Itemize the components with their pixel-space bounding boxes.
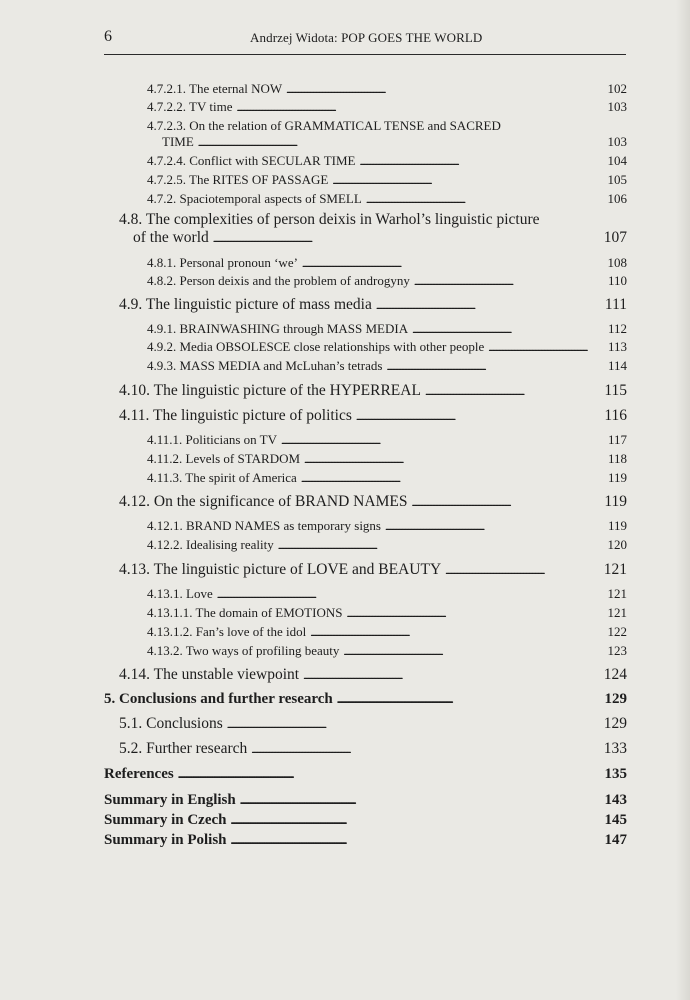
toc-page: 124 [603,666,627,683]
toc-page: 103 [607,99,627,114]
toc-title: 4.12.2. Idealising reality [147,537,274,552]
toc-entry [147,338,627,356]
toc-page: 117 [607,432,627,447]
toc-page: 119 [604,493,627,510]
toc-page: 120 [607,537,627,552]
toc-title: 4.13. The linguistic picture of LOVE and BEAUTY [119,561,442,578]
toc-entry [147,254,627,272]
toc-page: 133 [603,740,627,757]
toc-page: 108 [607,255,627,270]
toc-title: of the world [133,229,209,246]
toc-title-line1: 4.8. The complexities of person deixis in Warhol’s linguistic picture [119,211,540,228]
toc-entry [119,713,627,735]
toc-title: 4.9. The linguistic picture of mass media [119,296,372,313]
toc-title: 4.14. The unstable viewpoint [119,666,300,683]
toc-title: 5.2. Further research [119,740,248,757]
toc-title: Summary in Czech [104,812,227,828]
toc-page: 119 [607,518,627,533]
toc-page: 103 [607,134,627,149]
toc-entry [147,642,627,660]
page-edge-shadow [676,0,690,1000]
toc-page: 121 [607,605,627,620]
toc-title: 4.9.1. BRAINWASHING through MASS MEDIA [147,321,409,336]
toc-entry [147,431,627,449]
toc-entry [147,517,627,535]
toc-title: References [104,766,174,782]
toc-title: 4.11.1. Politicians on TV [147,432,277,447]
toc-page: 129 [603,715,627,732]
toc-page: 105 [607,172,627,187]
page-number: 6 [104,28,112,45]
toc-entry [147,604,627,622]
toc-title: 5.1. Conclusions [119,715,223,732]
toc-entry [147,320,627,338]
toc-title: TIME [162,134,194,149]
toc-page: 135 [604,766,627,782]
toc-title: 4.9.2. Media OBSOLESCE close relationships with other people [147,339,485,354]
toc-title: 4.11.3. The spirit of America [147,470,297,485]
toc-entry [119,491,627,513]
toc-entry [147,272,627,290]
toc-entry [133,227,627,249]
toc-entry [104,829,627,851]
toc-title: 4.7.2.1. The eternal NOW [147,81,283,96]
toc-entry [147,469,627,487]
toc-page: 104 [607,153,627,168]
toc-title: 5. Conclusions and further research [104,691,333,707]
toc-entry [147,171,627,189]
toc-entry [104,789,627,811]
toc-title: 4.11. The linguistic picture of politics [119,407,352,424]
toc-title-line1: 4.7.2.3. On the relation of GRAMMATICAL TENSE and SACRED [147,118,501,133]
toc-title: 4.13.1.1. The domain of EMOTIONS [147,605,343,620]
toc-entry [147,152,627,170]
toc-page: 102 [607,81,627,96]
toc-page: 115 [604,382,627,399]
toc-entry [104,763,627,785]
toc-page: 118 [607,451,627,466]
toc-entry [119,380,627,402]
toc-entry [147,450,627,468]
toc-entry [147,190,627,208]
header-rule [104,54,626,55]
toc-title: 4.12.1. BRAND NAMES as temporary signs [147,518,381,533]
toc-entry [147,98,627,116]
running-title: Andrzej Widota: POP GOES THE WORLD [250,30,483,45]
toc-title: Summary in English [104,792,236,808]
toc-title: 4.7.2.5. The RITES OF PASSAGE [147,172,329,187]
toc-entry [119,664,627,686]
toc-entry [147,623,627,641]
toc-title: 4.13.1. Love [147,586,213,601]
toc-entry [104,688,627,710]
toc-title: 4.11.2. Levels of STARDOM [147,451,301,466]
toc-page: 143 [604,792,627,808]
toc-page: 119 [607,470,627,485]
toc-entry [147,536,627,554]
toc-page: 145 [604,812,627,828]
toc-title: 4.8.1. Personal pronoun ‘we’ [147,255,298,270]
toc-page: 112 [607,321,627,336]
toc-entry [147,80,627,98]
toc-entry [147,585,627,603]
toc-entry [104,809,627,831]
toc-page: 114 [607,358,627,373]
toc-entry [119,559,627,581]
toc-page: 121 [607,586,627,601]
toc-page: 122 [607,624,627,639]
toc-page: 107 [603,229,627,246]
toc-entry [147,357,627,375]
toc-title: 4.12. On the significance of BRAND NAMES [119,493,408,510]
toc-entry [119,738,627,760]
toc-entry [119,405,627,427]
toc-page: 147 [604,832,627,848]
toc-page: 106 [607,191,627,206]
toc-title: 4.7.2.2. TV time [147,99,233,114]
toc-page: 116 [604,407,627,424]
toc-page: 123 [607,643,627,658]
toc-title: 4.7.2.4. Conflict with SECULAR TIME [147,153,356,168]
toc-entry [162,133,627,151]
toc-page: 111 [604,296,627,313]
toc-page: 113 [607,339,627,354]
page-header [0,28,690,52]
toc-page: 129 [604,691,627,707]
toc-title: Summary in Polish [104,832,227,848]
toc-entry [119,294,627,316]
toc-page: 121 [603,561,627,578]
toc-title: 4.13.1.2. Fan’s love of the idol [147,624,307,639]
toc-page: 110 [607,273,627,288]
toc-title: 4.10. The linguistic picture of the HYPERREAL [119,382,421,399]
toc-title: 4.7.2. Spaciotemporal aspects of SMELL [147,191,362,206]
toc-title: 4.9.3. MASS MEDIA and McLuhan’s tetrads [147,358,383,373]
toc-title: 4.13.2. Two ways of profiling beauty [147,643,340,658]
toc-title: 4.8.2. Person deixis and the problem of androgyny [147,273,410,288]
